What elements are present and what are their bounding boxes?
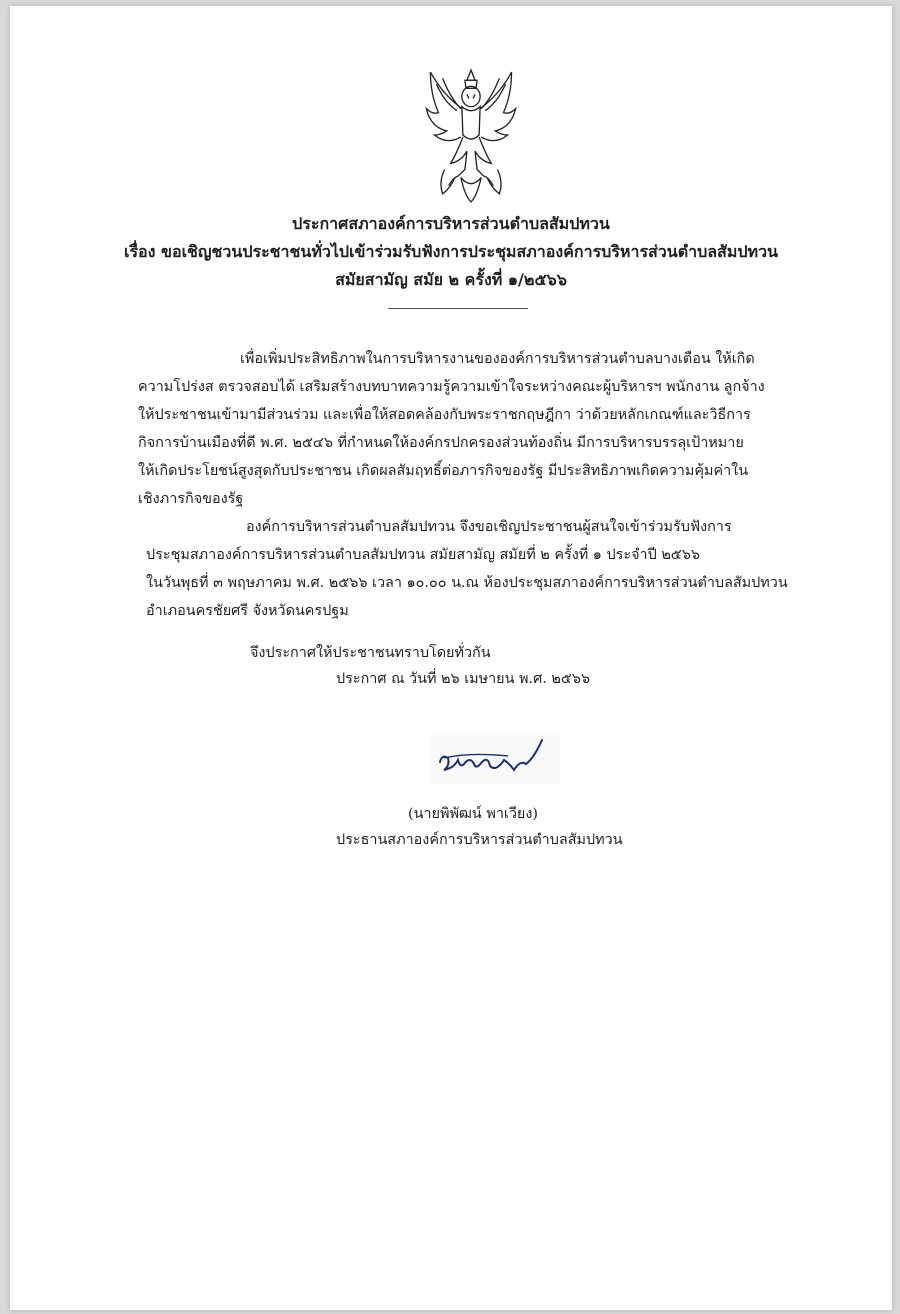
paragraph2-line: ในวันพุธที่ ๓ พฤษภาคม พ.ศ. ๒๕๖๖ เวลา ๑๐.๐๐ น.ณ ห้องประชุมสภาองค์การบริหารส่วนตำบลสัมปทวน (146, 575, 788, 591)
paragraph1-line: ให้เกิดประโยชน์สูงสุดกับประชาชน เกิดผลสัมฤทธิ์ต่อภารกิจของรัฐ มีประสิทธิภาพเกิดความคุ้มค่าใน (138, 463, 749, 479)
announcement-subject: เรื่อง ขอเชิญชวนประชาชนทั่วไปเข้าร่วมรับฟังการประชุมสภาองค์การบริหารส่วนตำบลสัมปทวน (123, 242, 778, 261)
paragraph1-line: กิจการบ้านเมืองที่ดี พ.ศ. ๒๕๔๖ ที่กำหนดให้องค์กรปกครองส่วนท้องถิ่น มีการบริหารบรรลุเป้าหมาย (138, 435, 744, 451)
document-page (10, 6, 892, 1310)
paragraph1-line: ให้ประชาชนเข้ามามีส่วนร่วม และเพื่อให้สอดคล้องกับพระราชกฤษฎีกา ว่าด้วยหลักเกณฑ์และวิธีการ (138, 407, 751, 423)
paragraph1-line: เพื่อเพิ่มประสิทธิภาพในการบริหารงานขององค์การบริหารส่วนตำบลบางเตือน ให้เกิด (240, 351, 755, 367)
signatory-name: (นายพิพัฒน์ พาเวียง) (408, 806, 538, 822)
garuda-emblem-icon (420, 64, 522, 206)
signatory-title: ประธานสภาองค์การบริหารส่วนตำบลสัมปทวน (336, 832, 623, 848)
heading-divider (388, 308, 528, 309)
announcement-heading: ประกาศสภาองค์การบริหารส่วนตำบลสัมปทวน (292, 214, 610, 233)
paragraph1-line: เชิงภารกิจของรัฐ (138, 491, 244, 507)
announce-line: จึงประกาศให้ประชาชนทราบโดยทั่วกัน (250, 645, 491, 661)
announce-date: ประกาศ ณ วันที่ ๒๖ เมษายน พ.ศ. ๒๕๖๖ (336, 671, 591, 687)
paragraph1-line: ความโปร่งส ตรวจสอบได้ เสริมสร้างบทบาทความรู้ความเข้าใจระหว่างคณะผู้บริหารฯ พนักงาน ลูกจ้าง (138, 379, 765, 395)
paragraph2-line: องค์การบริหารส่วนตำบลสัมปทวน จึงขอเชิญประชาชนผู้สนใจเข้าร่วมรับฟังการ (246, 519, 732, 535)
paragraph2-line: อำเภอนครชัยศรี จังหวัดนครปฐม (146, 603, 349, 619)
session-info: สมัยสามัญ สมัย ๒ ครั้งที่ ๑/๒๕๖๖ (335, 270, 567, 289)
signature-icon (430, 734, 560, 784)
paragraph2-line: ประชุมสภาองค์การบริหารส่วนตำบลสัมปทวน สมัยสามัญ สมัยที่ ๒ ครั้งที่ ๑ ประจำปี ๒๕๖๖ (146, 547, 700, 563)
